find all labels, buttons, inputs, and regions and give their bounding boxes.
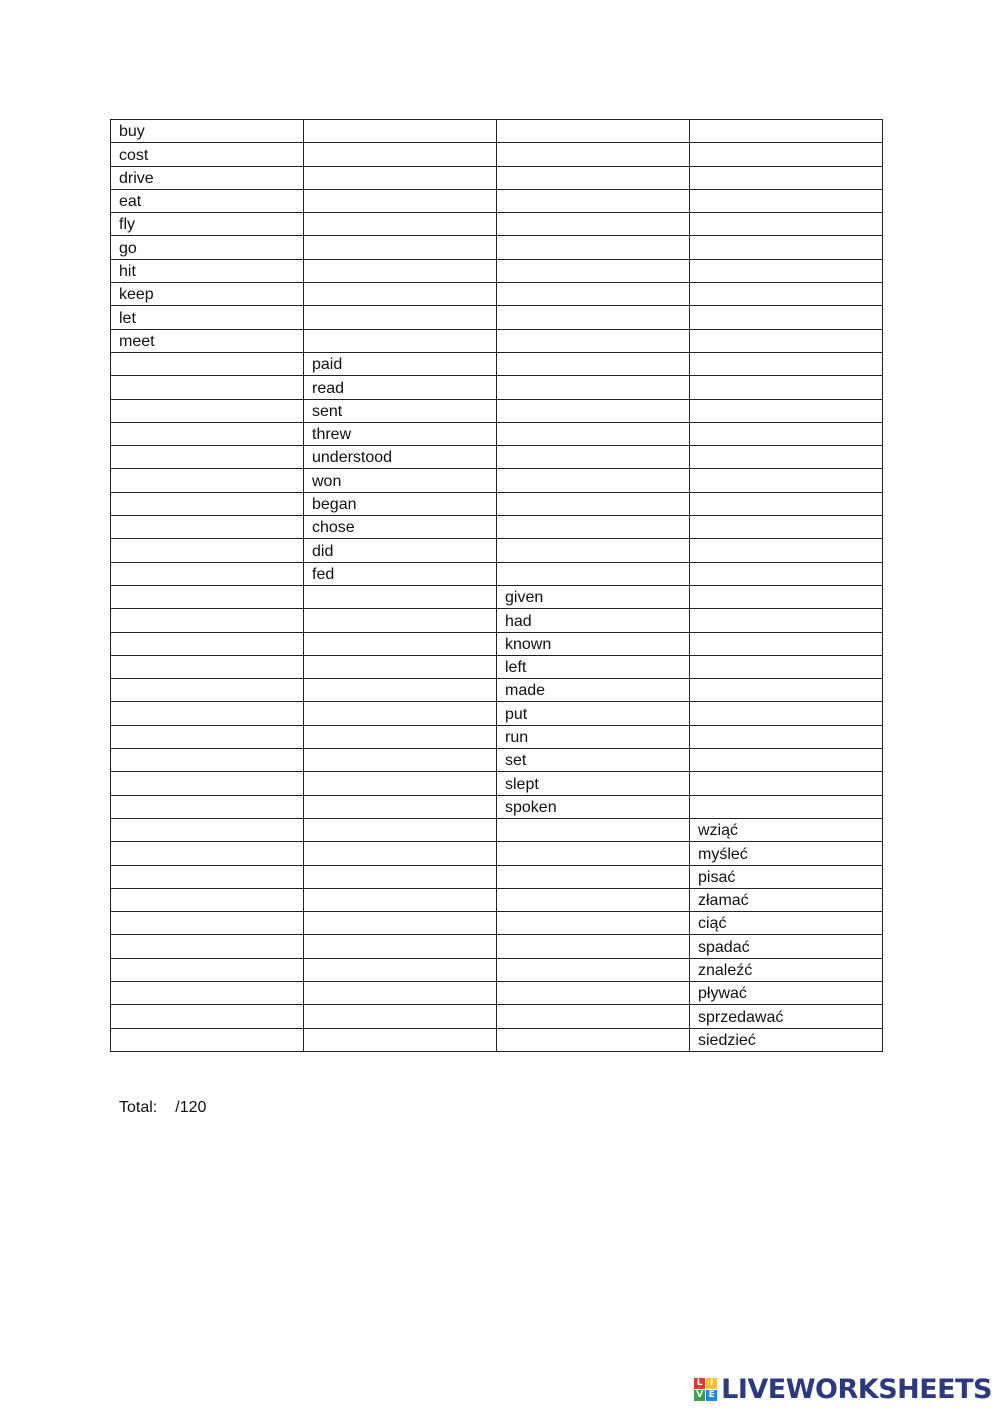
table-row — [111, 166, 883, 189]
table-row — [111, 189, 883, 212]
verb-cell: sent — [304, 399, 497, 422]
answer-cell[interactable] — [497, 283, 690, 306]
verb-cell: drive — [111, 166, 304, 189]
verb-cell: znaleźć — [690, 958, 883, 981]
table-row — [111, 632, 883, 655]
verb-cell: let — [111, 306, 304, 329]
answer-cell[interactable] — [304, 818, 497, 841]
answer-cell[interactable] — [111, 795, 304, 818]
table-row — [111, 585, 883, 608]
answer-cell[interactable] — [497, 981, 690, 1004]
answer-cell[interactable] — [690, 399, 883, 422]
liveworksheets-logo-icon — [694, 1378, 717, 1401]
table-row — [111, 725, 883, 748]
verb-cell: keep — [111, 283, 304, 306]
answer-cell[interactable] — [497, 912, 690, 935]
answer-cell[interactable] — [111, 865, 304, 888]
answer-cell[interactable] — [304, 912, 497, 935]
answer-cell[interactable] — [111, 376, 304, 399]
answer-cell[interactable] — [111, 446, 304, 469]
verb-cell: made — [497, 679, 690, 702]
answer-cell[interactable] — [304, 795, 497, 818]
answer-cell[interactable] — [111, 842, 304, 865]
answer-cell[interactable] — [304, 865, 497, 888]
verb-cell: spadać — [690, 935, 883, 958]
answer-cell[interactable] — [690, 306, 883, 329]
verb-cell: hit — [111, 259, 304, 282]
verb-cell: given — [497, 585, 690, 608]
verb-cell: sprzedawać — [690, 1005, 883, 1028]
answer-cell[interactable] — [111, 818, 304, 841]
answer-cell[interactable] — [304, 329, 497, 352]
table-row — [111, 492, 883, 515]
answer-cell[interactable] — [497, 189, 690, 212]
answer-cell[interactable] — [111, 935, 304, 958]
table-row — [111, 912, 883, 935]
answer-cell[interactable] — [111, 725, 304, 748]
answer-cell[interactable] — [304, 189, 497, 212]
answer-cell[interactable] — [690, 562, 883, 585]
answer-cell[interactable] — [690, 469, 883, 492]
answer-cell[interactable] — [111, 888, 304, 911]
answer-cell[interactable] — [497, 352, 690, 375]
total-score-line — [119, 1098, 206, 1118]
answer-cell[interactable] — [111, 702, 304, 725]
answer-cell[interactable] — [497, 865, 690, 888]
answer-cell[interactable] — [304, 609, 497, 632]
answer-cell[interactable] — [111, 609, 304, 632]
answer-cell[interactable] — [690, 446, 883, 469]
table-row — [111, 795, 883, 818]
verb-cell: had — [497, 609, 690, 632]
answer-cell[interactable] — [690, 539, 883, 562]
answer-cell[interactable] — [690, 259, 883, 282]
verb-cell: known — [497, 632, 690, 655]
verb-cell: złamać — [690, 888, 883, 911]
verb-cell: chose — [304, 516, 497, 539]
verb-cell: did — [304, 539, 497, 562]
answer-cell[interactable] — [304, 749, 497, 772]
answer-cell[interactable] — [497, 842, 690, 865]
answer-cell[interactable] — [690, 795, 883, 818]
answer-cell[interactable] — [497, 329, 690, 352]
answer-cell[interactable] — [304, 655, 497, 678]
answer-cell[interactable] — [690, 120, 883, 143]
answer-cell[interactable] — [304, 725, 497, 748]
answer-cell[interactable] — [304, 888, 497, 911]
total-score: /120 — [175, 1099, 207, 1116]
answer-cell[interactable] — [111, 772, 304, 795]
answer-cell[interactable] — [690, 352, 883, 375]
answer-cell[interactable] — [111, 912, 304, 935]
table-row — [111, 702, 883, 725]
table-row — [111, 376, 883, 399]
answer-cell[interactable] — [690, 329, 883, 352]
verb-cell: understood — [304, 446, 497, 469]
answer-cell[interactable] — [304, 935, 497, 958]
answer-cell[interactable] — [111, 958, 304, 981]
answer-cell[interactable] — [497, 422, 690, 445]
verb-cell: fed — [304, 562, 497, 585]
answer-cell[interactable] — [497, 516, 690, 539]
verb-cell: set — [497, 749, 690, 772]
table-row — [111, 562, 883, 585]
verb-forms-table-body — [111, 120, 883, 1052]
table-row — [111, 422, 883, 445]
verb-cell: left — [497, 655, 690, 678]
answer-cell[interactable] — [690, 143, 883, 166]
verb-cell: pisać — [690, 865, 883, 888]
verb-cell: fly — [111, 213, 304, 236]
answer-cell[interactable] — [111, 679, 304, 702]
answer-cell[interactable] — [497, 143, 690, 166]
answer-cell[interactable] — [111, 655, 304, 678]
answer-cell[interactable] — [497, 306, 690, 329]
answer-cell[interactable] — [304, 702, 497, 725]
table-row — [111, 259, 883, 282]
answer-cell[interactable] — [497, 539, 690, 562]
answer-cell[interactable] — [304, 259, 497, 282]
answer-cell[interactable] — [690, 166, 883, 189]
logo-letter: V — [694, 1390, 705, 1401]
answer-cell[interactable] — [111, 562, 304, 585]
answer-cell[interactable] — [304, 842, 497, 865]
total-label: Total: — [119, 1099, 158, 1116]
verb-cell: paid — [304, 352, 497, 375]
answer-cell[interactable] — [690, 609, 883, 632]
answer-cell[interactable] — [497, 1028, 690, 1051]
answer-cell[interactable] — [304, 679, 497, 702]
answer-cell[interactable] — [690, 772, 883, 795]
answer-cell[interactable] — [497, 259, 690, 282]
answer-cell[interactable] — [111, 632, 304, 655]
answer-cell[interactable] — [497, 562, 690, 585]
table-row — [111, 539, 883, 562]
table-row — [111, 749, 883, 772]
table-row — [111, 958, 883, 981]
answer-cell[interactable] — [304, 283, 497, 306]
table-row — [111, 609, 883, 632]
table-row — [111, 143, 883, 166]
logo-letter: I — [706, 1378, 717, 1389]
brand-text: LIVEWORKSHEETS — [721, 1374, 992, 1405]
liveworksheets-branding — [694, 1374, 992, 1405]
table-row — [111, 842, 883, 865]
verb-cell: wziąć — [690, 818, 883, 841]
verb-cell: run — [497, 725, 690, 748]
table-row — [111, 120, 883, 143]
answer-cell[interactable] — [690, 422, 883, 445]
answer-cell[interactable] — [304, 143, 497, 166]
verb-cell: eat — [111, 189, 304, 212]
answer-cell[interactable] — [111, 1028, 304, 1051]
answer-cell[interactable] — [690, 283, 883, 306]
answer-cell[interactable] — [304, 958, 497, 981]
verb-cell: slept — [497, 772, 690, 795]
verb-cell: siedzieć — [690, 1028, 883, 1051]
answer-cell[interactable] — [690, 725, 883, 748]
table-row — [111, 213, 883, 236]
answer-cell[interactable] — [304, 236, 497, 259]
verb-forms-table — [110, 119, 883, 1052]
table-row — [111, 399, 883, 422]
answer-cell[interactable] — [690, 189, 883, 212]
table-row — [111, 516, 883, 539]
table-row — [111, 329, 883, 352]
answer-cell[interactable] — [111, 492, 304, 515]
verb-cell: began — [304, 492, 497, 515]
answer-cell[interactable] — [497, 1005, 690, 1028]
answer-cell[interactable] — [304, 632, 497, 655]
answer-cell[interactable] — [304, 213, 497, 236]
answer-cell[interactable] — [497, 446, 690, 469]
answer-cell[interactable] — [690, 213, 883, 236]
table-row — [111, 818, 883, 841]
answer-cell[interactable] — [304, 585, 497, 608]
answer-cell[interactable] — [111, 399, 304, 422]
verb-cell: cost — [111, 143, 304, 166]
verb-cell: read — [304, 376, 497, 399]
answer-cell[interactable] — [497, 888, 690, 911]
answer-cell[interactable] — [497, 469, 690, 492]
answer-cell[interactable] — [111, 585, 304, 608]
answer-cell[interactable] — [690, 516, 883, 539]
answer-cell[interactable] — [304, 1005, 497, 1028]
table-row — [111, 446, 883, 469]
answer-cell[interactable] — [497, 818, 690, 841]
verb-cell: pływać — [690, 981, 883, 1004]
answer-cell[interactable] — [690, 679, 883, 702]
answer-cell[interactable] — [690, 632, 883, 655]
table-row — [111, 469, 883, 492]
answer-cell[interactable] — [111, 516, 304, 539]
answer-cell[interactable] — [304, 981, 497, 1004]
table-row — [111, 772, 883, 795]
table-row — [111, 981, 883, 1004]
answer-cell[interactable] — [111, 981, 304, 1004]
answer-cell[interactable] — [111, 1005, 304, 1028]
answer-cell[interactable] — [111, 539, 304, 562]
answer-cell[interactable] — [111, 422, 304, 445]
answer-cell[interactable] — [497, 935, 690, 958]
table-row — [111, 283, 883, 306]
answer-cell[interactable] — [690, 702, 883, 725]
answer-cell[interactable] — [690, 749, 883, 772]
table-row — [111, 1005, 883, 1028]
answer-cell[interactable] — [111, 749, 304, 772]
answer-cell[interactable] — [497, 236, 690, 259]
answer-cell[interactable] — [497, 492, 690, 515]
answer-cell[interactable] — [497, 213, 690, 236]
answer-cell[interactable] — [690, 492, 883, 515]
table-row — [111, 865, 883, 888]
verb-cell: won — [304, 469, 497, 492]
answer-cell[interactable] — [497, 120, 690, 143]
answer-cell[interactable] — [690, 585, 883, 608]
answer-cell[interactable] — [690, 376, 883, 399]
answer-cell[interactable] — [304, 166, 497, 189]
verb-cell: put — [497, 702, 690, 725]
verb-cell: meet — [111, 329, 304, 352]
table-row — [111, 236, 883, 259]
verb-cell: spoken — [497, 795, 690, 818]
table-row — [111, 306, 883, 329]
answer-cell[interactable] — [111, 469, 304, 492]
logo-letter: E — [706, 1390, 717, 1401]
answer-cell[interactable] — [690, 655, 883, 678]
answer-cell[interactable] — [497, 166, 690, 189]
answer-cell[interactable] — [304, 306, 497, 329]
answer-cell[interactable] — [111, 352, 304, 375]
table-row — [111, 679, 883, 702]
answer-cell[interactable] — [304, 1028, 497, 1051]
verb-cell: buy — [111, 120, 304, 143]
answer-cell[interactable] — [304, 772, 497, 795]
table-row — [111, 655, 883, 678]
answer-cell[interactable] — [690, 236, 883, 259]
table-row — [111, 935, 883, 958]
verb-cell: go — [111, 236, 304, 259]
verb-cell: myśleć — [690, 842, 883, 865]
answer-cell[interactable] — [497, 376, 690, 399]
verb-cell: threw — [304, 422, 497, 445]
table-row — [111, 352, 883, 375]
table-row — [111, 888, 883, 911]
answer-cell[interactable] — [497, 399, 690, 422]
table-row — [111, 1028, 883, 1051]
answer-cell[interactable] — [304, 120, 497, 143]
logo-letter: L — [694, 1378, 705, 1389]
verb-cell: ciąć — [690, 912, 883, 935]
answer-cell[interactable] — [497, 958, 690, 981]
